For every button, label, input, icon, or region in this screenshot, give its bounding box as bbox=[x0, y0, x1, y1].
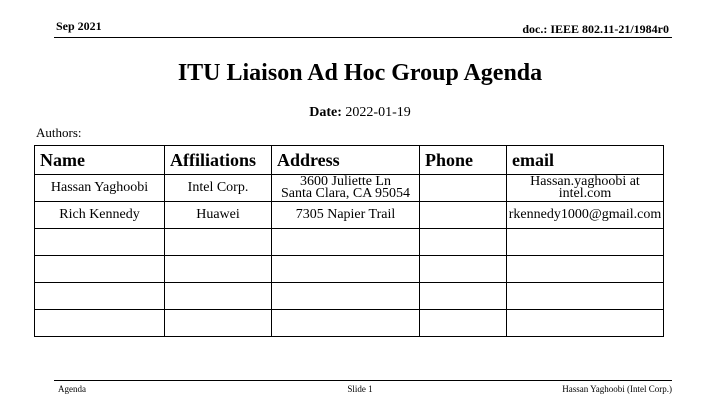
column-header-affiliations: Affiliations bbox=[165, 146, 272, 175]
footer-slide-number: Slide 1 bbox=[347, 384, 373, 394]
author-address: 7305 Napier Trail bbox=[272, 202, 420, 229]
author-email: Hassan.yaghoobi at intel.com bbox=[507, 175, 664, 202]
header-doc-id: doc.: IEEE 802.11-21/1984r0 bbox=[522, 22, 669, 36]
column-header-address: Address bbox=[272, 146, 420, 175]
column-header-phone: Phone bbox=[420, 146, 507, 175]
footer-divider bbox=[54, 380, 672, 381]
table-row bbox=[35, 175, 664, 202]
author-email: rkennedy1000@gmail.com bbox=[507, 202, 664, 229]
author-phone bbox=[420, 202, 507, 229]
date-label: Date: bbox=[309, 105, 342, 120]
address-line-1: 3600 Juliette Ln bbox=[300, 174, 391, 189]
table-row bbox=[35, 202, 664, 229]
slide-title: ITU Liaison Ad Hoc Group Agenda bbox=[177, 60, 543, 86]
table-row-empty bbox=[35, 283, 664, 310]
table-row-empty bbox=[35, 229, 664, 256]
author-name: Hassan Yaghoobi bbox=[35, 175, 165, 202]
footer-left: Agenda bbox=[58, 384, 86, 394]
author-phone bbox=[420, 175, 507, 202]
column-header-name: Name bbox=[35, 146, 165, 175]
author-address bbox=[272, 175, 420, 202]
author-affiliation: Intel Corp. bbox=[165, 175, 272, 202]
column-header-email: email bbox=[507, 146, 664, 175]
author-affiliation: Huawei bbox=[165, 202, 272, 229]
table-header-row bbox=[35, 146, 664, 175]
header-date: Sep 2021 bbox=[56, 19, 102, 33]
date-line bbox=[0, 105, 720, 121]
date-value: 2022-01-19 bbox=[345, 105, 411, 120]
address-line-2: Santa Clara, CA 95054 bbox=[280, 186, 411, 201]
table-row-empty bbox=[35, 310, 664, 337]
author-name: Rich Kennedy bbox=[35, 202, 165, 229]
authors-label: Authors: bbox=[36, 125, 82, 140]
footer-author: Hassan Yaghoobi (Intel Corp.) bbox=[562, 384, 672, 394]
authors-table bbox=[34, 145, 664, 337]
header-divider bbox=[54, 37, 672, 38]
table-row-empty bbox=[35, 256, 664, 283]
